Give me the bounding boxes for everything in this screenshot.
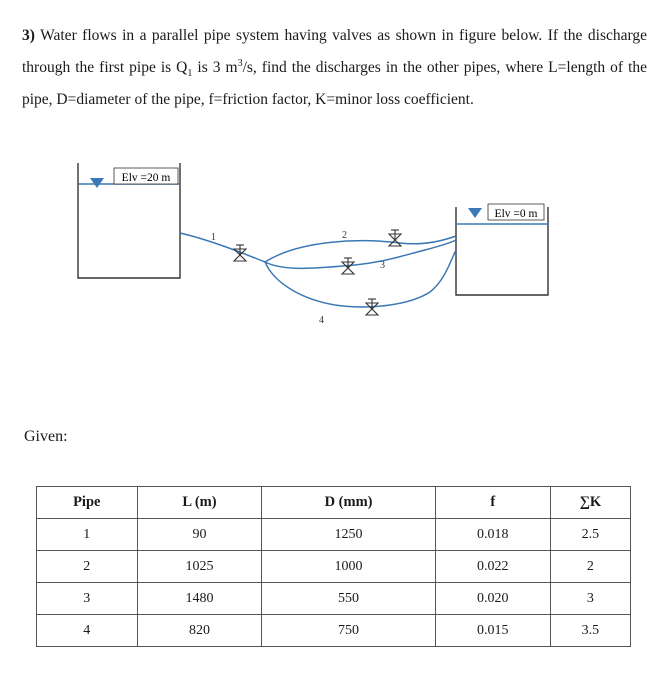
cell: 3 [37, 583, 138, 615]
left-water-level-icon [90, 178, 104, 188]
cell: 4 [37, 615, 138, 647]
valves [234, 230, 401, 315]
cell: 2 [37, 551, 138, 583]
header-diameter: D (mm) [262, 487, 435, 519]
cell: 1025 [137, 551, 262, 583]
left-reservoir [78, 163, 180, 278]
table-header-row [37, 487, 631, 519]
pipe-label-1: 1 [211, 232, 216, 243]
cell: 550 [262, 583, 435, 615]
cell: 2.5 [550, 519, 630, 551]
right-water-level-icon [468, 208, 482, 218]
cell: 1250 [262, 519, 435, 551]
pipe-system-diagram [0, 150, 665, 350]
problem-number: 3) [22, 27, 35, 44]
cell: 0.018 [435, 519, 550, 551]
cell: 3 [550, 583, 630, 615]
cell: 750 [262, 615, 435, 647]
table-row [37, 551, 631, 583]
problem-text-1: Water flows in a parallel pipe system having valves as shown in figure below. If the discharge through the first pipe is Q [22, 27, 647, 76]
header-minor-loss: ∑K [550, 487, 630, 519]
cell: 2 [550, 551, 630, 583]
problem-text-3: /s, find the discharges in the other pipes, where L=length of the pipe, D=diameter of the pipe, f=friction factor, K=minor loss coefficient. [22, 59, 647, 108]
valve-icon [389, 230, 401, 246]
header-pipe: Pipe [37, 487, 138, 519]
cell: 1480 [137, 583, 262, 615]
pipe-network [180, 233, 456, 307]
left-elevation-label: Elv =20 m [121, 172, 171, 184]
table-row [37, 583, 631, 615]
pipe-4 [265, 250, 456, 307]
problem-text-2: is 3 m [192, 59, 238, 76]
pipe-label-2: 2 [342, 230, 347, 241]
pipe-data-table [36, 486, 631, 647]
cell: 90 [137, 519, 262, 551]
valve-icon [234, 245, 246, 261]
right-reservoir [456, 204, 548, 295]
table-row [37, 519, 631, 551]
cell: 1 [37, 519, 138, 551]
cell: 0.022 [435, 551, 550, 583]
pipe-label-3: 3 [380, 260, 385, 271]
unit-superscript: 3 [237, 57, 243, 69]
cell: 1000 [262, 551, 435, 583]
given-label: Given: [24, 428, 68, 445]
q-subscript: 1 [187, 68, 193, 80]
right-elevation-label: Elv =0 m [494, 208, 538, 220]
table-row [37, 615, 631, 647]
header-friction: f [435, 487, 550, 519]
cell: 820 [137, 615, 262, 647]
pipe-label-4: 4 [319, 315, 324, 326]
pipe-3 [265, 240, 456, 268]
problem-statement [22, 20, 647, 116]
header-length: L (m) [137, 487, 262, 519]
pipe-1 [180, 233, 265, 262]
cell: 0.015 [435, 615, 550, 647]
cell: 0.020 [435, 583, 550, 615]
cell: 3.5 [550, 615, 630, 647]
